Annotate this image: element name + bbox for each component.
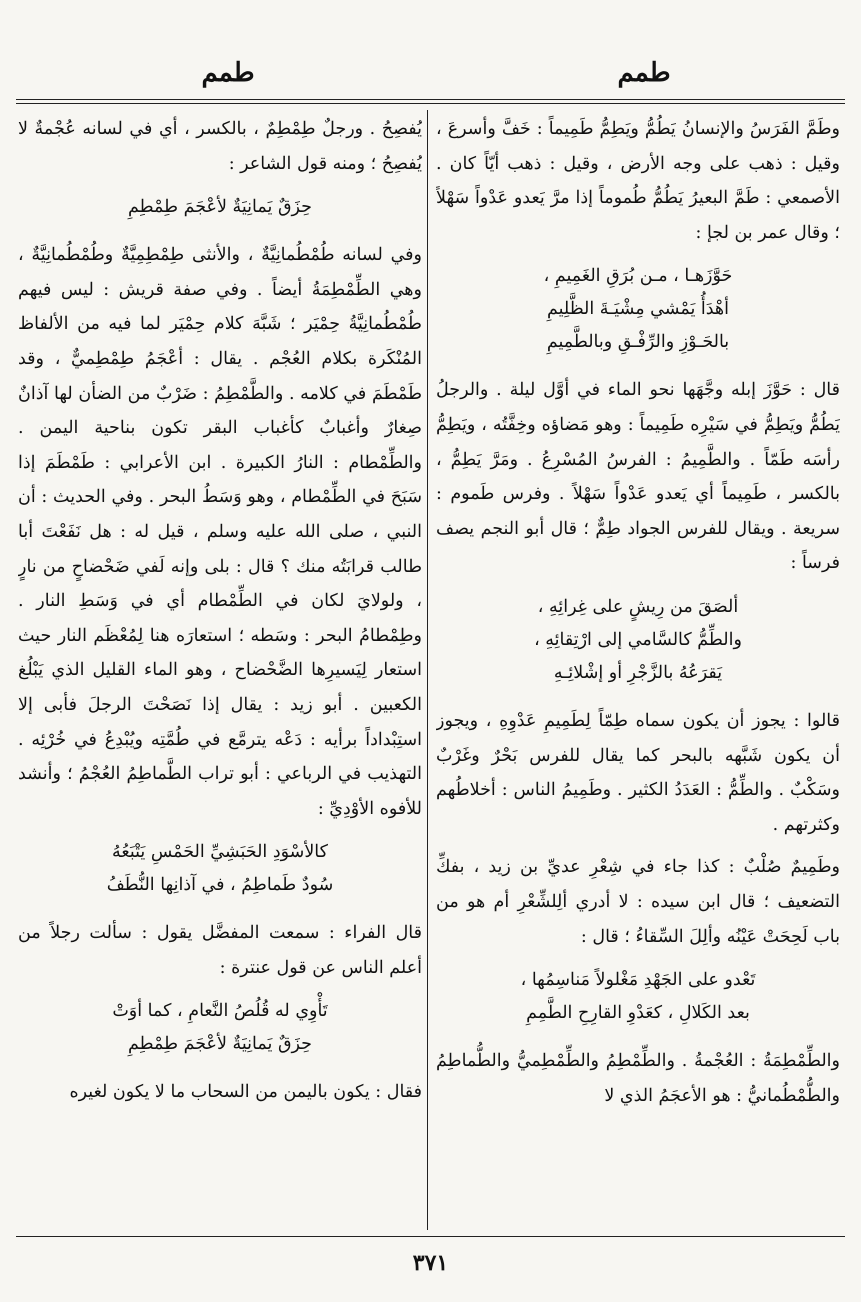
verse-block: [436, 964, 840, 1030]
paragraph: قال الفراء : سمعت المفضَّل يقول : سألت رجلاً من أعلم الناس عن قول عنترة :: [18, 923, 422, 978]
paragraph: وطَمِيمٌ صُلْبٌ : كذا جاء في شِعْرِ عديِّ بن زيد ، بفكِّ التضعيف ؛ قال ابن سيده : لا أدري ألِلشِّعْرِ أم هو من باب لَحِحَتْ عَيْنُه وألِلَ السِّقاءُ ؛ قال :: [436, 857, 840, 947]
footer-divider-line: [16, 1236, 845, 1237]
paragraph: فقال : يكون باليمن من السحاب ما لا يكون لغيره: [69, 1082, 422, 1103]
paragraph: يُفصِحُ . ورجلٌ طِمْطِمٌ ، بالكسر ، أي في لسانه عُجْمةٌ لا يُفصِحُ ؛ ومنه قول الشاعر :: [18, 119, 422, 174]
verse-line: بالحَـوْزِ والرِّفْـقِ وبالطَّمِيمِ: [546, 332, 730, 353]
verse-block: [18, 995, 422, 1061]
paragraph: وطَمَّ الفَرَسُ والإنسانُ يَطُمُّ ويَطِمُّ طَمِيماً : خَفَّ وأسرعَ ، وقيل : ذهب على وجه الأرض ، وقيل : ذهب أيّاً كان . الأصمعي : طَمَّ البعيرُ يَطُمُّ طُموماً إذا مرَّ يَعدو عَدْواً سَهْلاً ؛ وقال عمر بن لجإ :: [436, 119, 840, 243]
verse-block: [18, 836, 422, 902]
verse-line: حِزَقٌ يَمانِيَةٌ لأعْجَمَ طِمْطِمِ: [127, 197, 312, 218]
page-header-left-word: طمم: [201, 58, 255, 88]
verse-line: تَعْدو على الجَهْدِ مَغْلولاً مَناسِمُها ،: [520, 970, 756, 991]
page-number: ٣٧١: [412, 1250, 449, 1276]
verse-line: حِزَقٌ يَمانِيَةٌ لأعْجَمَ طِمْطِمِ: [127, 1034, 312, 1055]
verse-line: سُودٌ طَماطِمُ ، في آذانِها النُّطَفُ: [106, 875, 334, 896]
column-divider-line: [427, 110, 428, 1230]
verse-line: حَوَّزَهـا ، مـن بُرَقِ الغَمِيمِ ،: [543, 266, 733, 287]
header-divider-line: [16, 99, 845, 100]
paragraph: قالوا : يجوز أن يكون سماه طِمّاً لِطَمِيمِ عَدْوِهِ ، ويجوز أن يكون شَبَّهه بالبحر كما يقال للفرس بَحْرٌ وغَرْبٌ وسَكْبٌ . والطِّمُّ : العَدَدُ الكثير . وطَمِيمُ الناس : أخلاطُهم وكثرتهم .: [436, 710, 840, 835]
verse-line: بعد الكَلالِ ، كعَدْوِ القارِحِ الطَّمِمِ: [526, 1003, 750, 1024]
verse-block: [436, 260, 840, 359]
verse-line: تَأْوِي له قُلُصُ النَّعامِ ، كما أوَتْ: [112, 1001, 328, 1022]
left-text-column: [18, 112, 422, 1227]
paragraph-gap: [436, 842, 840, 850]
verse-block: [18, 191, 422, 224]
paragraph: والطِّمْطِمَةُ : العُجْمةُ . والطِّمْطِمُ والطِّمْطِميُّ والطُّماطِمُ والطُّمْطُمانيُّ : هو الأعجَمُ الذي لا: [436, 1051, 840, 1106]
verse-line: كالأسْوَدِ الحَبَشِيِّ الحَمْسِ يَتْبَعُهُ: [112, 842, 328, 863]
page-header-right-word: طمم: [617, 58, 671, 88]
verse-block: [436, 591, 840, 690]
paragraph: قال : حَوَّزَ إبله وجَّهَها نحو الماء في أوَّل ليلة . والرجلُ يَطُمُّ ويَطِمُّ في سَيْرِه طَمِيماً : وهو مَضاؤه وخِفَّتُه ، ويَطِمُّ رأسَه طَمّاً . والطَّمِيمُ : الفرسُ المُسْرِعُ . ومَرَّ يَطِمُّ ، بالكسر ، طَمِيماً أي يَعدو عَدْواً سَهْلاً . وفرس طَموم : سريعة . ويقال للفرس الجواد طِمٌّ ؛ قال أبو النجم يصف فرساً :: [436, 380, 840, 574]
verse-line: والطِّمُّ كالسَّامي إلى ارْتِقائِهِ ،: [534, 629, 742, 650]
right-text-column: [436, 112, 840, 1227]
verse-line: أهْدَأُ يَمْشي مِشْيَـةَ الظَّلِيمِ: [546, 299, 730, 320]
header-divider-line-second: [16, 103, 845, 104]
verse-line: ألصَقَ من رِيشٍ على غِرائِهِ ،: [537, 596, 739, 617]
paragraph: وفي لسانه طُمْطُمانِيَّةٌ ، والأنثى طِمْطِمِيَّةٌ وطُمْطُمانِيَّةٌ ، وهي الطِّمْطِمَةُ أيضاً . وفي صفة قريش : ليس فيهم طُمْطُمانِيَّةُ حِمْيَر ؛ شَبَّهَ كلام حِمْيَر لما فيه من الألفاظ المُنْكَرة بكلام العُجْم . يقال : أعْجَمُ طِمْطِميٌّ ، وقد طَمْطَمَ في كلامه . والطَّمْطِمُ : ضَرْبٌ من الضأن لها آذانٌ صِغارٌ وأغبابٌ كأغباب البقر تكون بناحية اليمن . والطِّمْطام : النارُ الكبيرة . ابن الأعرابي : طَمْطَمَ إذا سَبَحَ في الطِّمْطام ، وهو وَسَطُ البحر . وفي الحديث : أن النبي ، صلى الله عليه وسلم ، قيل له : هل نَفَعْتَ أبا طالب قرابَتُه منك ؟ قال : بلى وإنه لَفي ضَحْضاحٍ من نارٍ ، ولولايَ لكان في الطِّمْطام أي في وَسَطِ النار . وطِمْطامُ البحر : وسَطه ؛ استعارَه هنا لِمُعْظَم النار حيث استعار لِيَسيرِها الضَّحْضاح ، وهو الماء القليل الذي يَبْلُغ الكعبين . أبو زيد : يقال إذا نَصَحْتَ الرجلَ فأبى إلا استِبْداداً برأيه : دَعْه يترمَّع في طُمَّتِه ويُبْدِعُ في خُرْئِه . التهذيب في الرباعي : أبو تراب الطَّماطِمُ العُجْمُ ؛ وأنشد للأفوه الأوْدِيِّ :: [18, 245, 422, 819]
verse-line: يَقرَعُهُ بالزَّجْرِ أو إشْلائِـهِ: [553, 662, 723, 683]
